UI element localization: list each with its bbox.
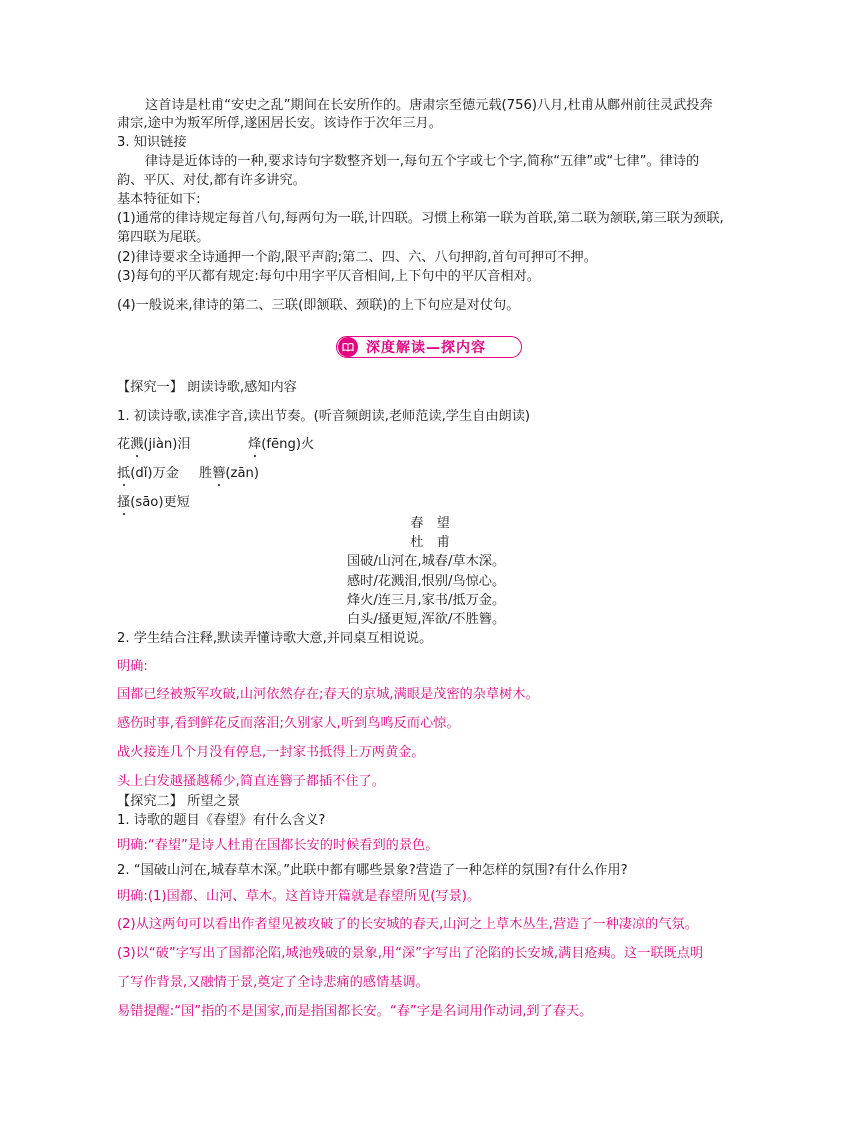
feature-4: (4)一般说来,律诗的第二、三联(即颔联、颈联)的上下句应是对仗句。 [117, 298, 520, 313]
explore2-a2-3-line-2: 了写作背景,又融情于景,奠定了全诗悲痛的感情基调。 [117, 975, 429, 990]
explore2-a2-2: (2)从这两句可以看出作者望见被攻破了的长安城的春天,山河之上草木丛生,营造了一种凄凉的气氛。 [117, 917, 698, 932]
features-title: 基本特征如下: [117, 192, 201, 207]
knowledge-heading: 3. 知识链接 [117, 135, 187, 150]
book-icon [338, 337, 358, 357]
word-huajianlei: 花溅(jiàn)泪 [117, 437, 191, 452]
word-fenghuo: 烽(fēng)火 [248, 437, 315, 452]
answer-line-3: 战火接连几个月没有停息,一封家书抵得上万两黄金。 [117, 745, 425, 760]
background-line-2: 肃宗,途中为叛军所俘,遂困居长安。该诗作于次年三月。 [117, 116, 442, 131]
answer-line-1: 国都已经被叛军攻破,山河依然存在;春天的京城,满眼是茂密的杂草树木。 [117, 687, 539, 702]
explore1-q2: 2. 学生结合注释,默读弄懂诗歌大意,并同桌互相说说。 [117, 631, 433, 646]
word-saogengduan: 搔(sāo)更短 [117, 495, 190, 510]
explore2-heading: 【探究二】 所望之景 [117, 794, 240, 809]
poem-author: 杜 甫 [410, 535, 450, 550]
explore2-tip: 易错提醒:“国”指的不是国家,而是指国都长安。“春”字是名词用作动词,到了春天。 [117, 1004, 593, 1019]
poem-title: 春 望 [410, 516, 450, 531]
feature-1-line-2: 第四联为尾联。 [117, 230, 210, 245]
background-line-1: 这首诗是杜甫“安史之乱”期间在长安所作的。唐肃宗至德元载(756)八月,杜甫从鄜州前往灵武投奔 [145, 98, 713, 113]
poem-line-1: 国破/山河在,城春/草木深。 [347, 554, 506, 569]
answer-line-4: 头上白发越搔越稀少,简直连簪子都插不住了。 [117, 774, 385, 789]
word-shengzan: 胜簪(zān) [199, 466, 260, 481]
answer-line-2: 感伤时事,看到鲜花反而落泪;久别家人,听到鸟鸣反而心惊。 [117, 716, 460, 731]
poem-line-4: 白头/搔更短,浑欲/不胜簪。 [347, 612, 506, 627]
explore1-q1: 1. 初读诗歌,读准字音,读出节奏。(听音频朗读,老师范读,学生自由朗读) [117, 409, 531, 424]
explore2-q2: 2. “国破山河在,城春草木深。”此联中都有哪些景象?营造了一种怎样的氛围?有什么作用? [117, 863, 628, 878]
feature-3: (3)每句的平仄都有规定:每句中用字平仄音相间,上下句中的平仄音相对。 [117, 269, 540, 284]
section-banner [336, 336, 522, 358]
explore2-a2-1: 明确:(1)国都、山河、草木。这首诗开篇就是春望所见(写景)。 [117, 889, 481, 904]
feature-2: (2)律诗要求全诗通押一个韵,限平声韵;第二、四、六、八句押韵,首句可押可不押。 [117, 250, 597, 265]
explore2-a2-3-line-1: (3)以“破”字写出了国都沦陷,城池残破的景象,用“深”字写出了沦陷的长安城,满目疮痍。这一联既点明 [117, 946, 704, 961]
explore2-q1: 1. 诗歌的题目《春望》有什么含义? [117, 813, 326, 828]
word-diwanjin: 抵(dǐ)万金 [117, 466, 179, 481]
explore1-heading: 【探究一】 朗读诗歌,感知内容 [117, 380, 297, 395]
banner-title: 深度解读—探内容 [366, 340, 486, 356]
poem-line-2: 感时/花溅泪,恨别/鸟惊心。 [347, 574, 506, 589]
answer-label: 明确: [117, 659, 148, 674]
feature-1-line-1: (1)通常的律诗规定每首八句,每两句为一联,计四联。习惯上称第一联为首联,第二联为颔联,第三联为颈联, [117, 211, 724, 226]
poem-line-3: 烽火/连三月,家书/抵万金。 [347, 593, 506, 608]
knowledge-para-line-1: 律诗是近体诗的一种,要求诗句字数整齐划一,每句五个字或七个字,简称“五律”或“七律”。律诗的 [145, 154, 700, 169]
knowledge-para-line-2: 韵、平仄、对仗,都有许多讲究。 [117, 173, 306, 188]
explore2-a1: 明确:“春望”是诗人杜甫在国都长安的时候看到的景色。 [117, 838, 439, 853]
